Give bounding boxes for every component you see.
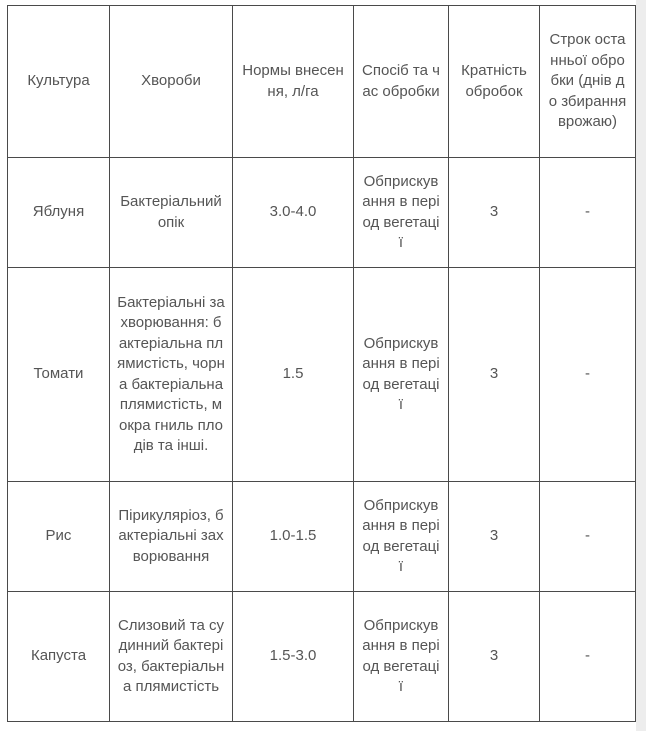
cell-culture: Рис [8, 482, 110, 592]
cell-last-term: - [540, 482, 636, 592]
cell-diseases: Бактеріальний опік [110, 158, 233, 268]
table-row [8, 158, 636, 268]
cell-method: Обприскування в період вегетації [354, 268, 449, 482]
cell-multiplicity: 3 [449, 268, 540, 482]
table-row [8, 268, 636, 482]
cell-rate: 1.5-3.0 [233, 592, 354, 722]
cell-rate: 1.0-1.5 [233, 482, 354, 592]
cell-culture: Томати [8, 268, 110, 482]
cell-method: Обприскування в період вегетації [354, 592, 449, 722]
header-diseases: Хвороби [110, 6, 233, 158]
table-row [8, 482, 636, 592]
cell-method: Обприскування в період вегетації [354, 482, 449, 592]
table-header-row [8, 6, 636, 158]
cell-method: Обприскування в період вегетації [354, 158, 449, 268]
cell-last-term: - [540, 268, 636, 482]
header-culture: Культура [8, 6, 110, 158]
cell-last-term: - [540, 592, 636, 722]
application-rates-table [7, 5, 636, 722]
cell-culture: Капуста [8, 592, 110, 722]
cell-culture: Яблуня [8, 158, 110, 268]
cell-multiplicity: 3 [449, 592, 540, 722]
cell-multiplicity: 3 [449, 482, 540, 592]
cell-rate: 1.5 [233, 268, 354, 482]
header-rate: Нормы внесення, л/га [233, 6, 354, 158]
cell-rate: 3.0-4.0 [233, 158, 354, 268]
cell-diseases: Пірикуляріоз, бактеріальні захворювання [110, 482, 233, 592]
cell-diseases: Слизовий та судинний бактеріоз, бактеріальна плямистість [110, 592, 233, 722]
cell-last-term: - [540, 158, 636, 268]
page-edge-strip [636, 0, 646, 731]
header-method: Спосіб та час обробки [354, 6, 449, 158]
cell-multiplicity: 3 [449, 158, 540, 268]
table-row [8, 592, 636, 722]
header-last-term: Строк останньої обробки (днів до збирання врожаю) [540, 6, 636, 158]
header-multiplicity: Кратність обробок [449, 6, 540, 158]
cell-diseases: Бактеріальні захворювання: бактеріальна плямистість, чорна бактеріальна плямистість, мокра гниль плодів та інші. [110, 268, 233, 482]
